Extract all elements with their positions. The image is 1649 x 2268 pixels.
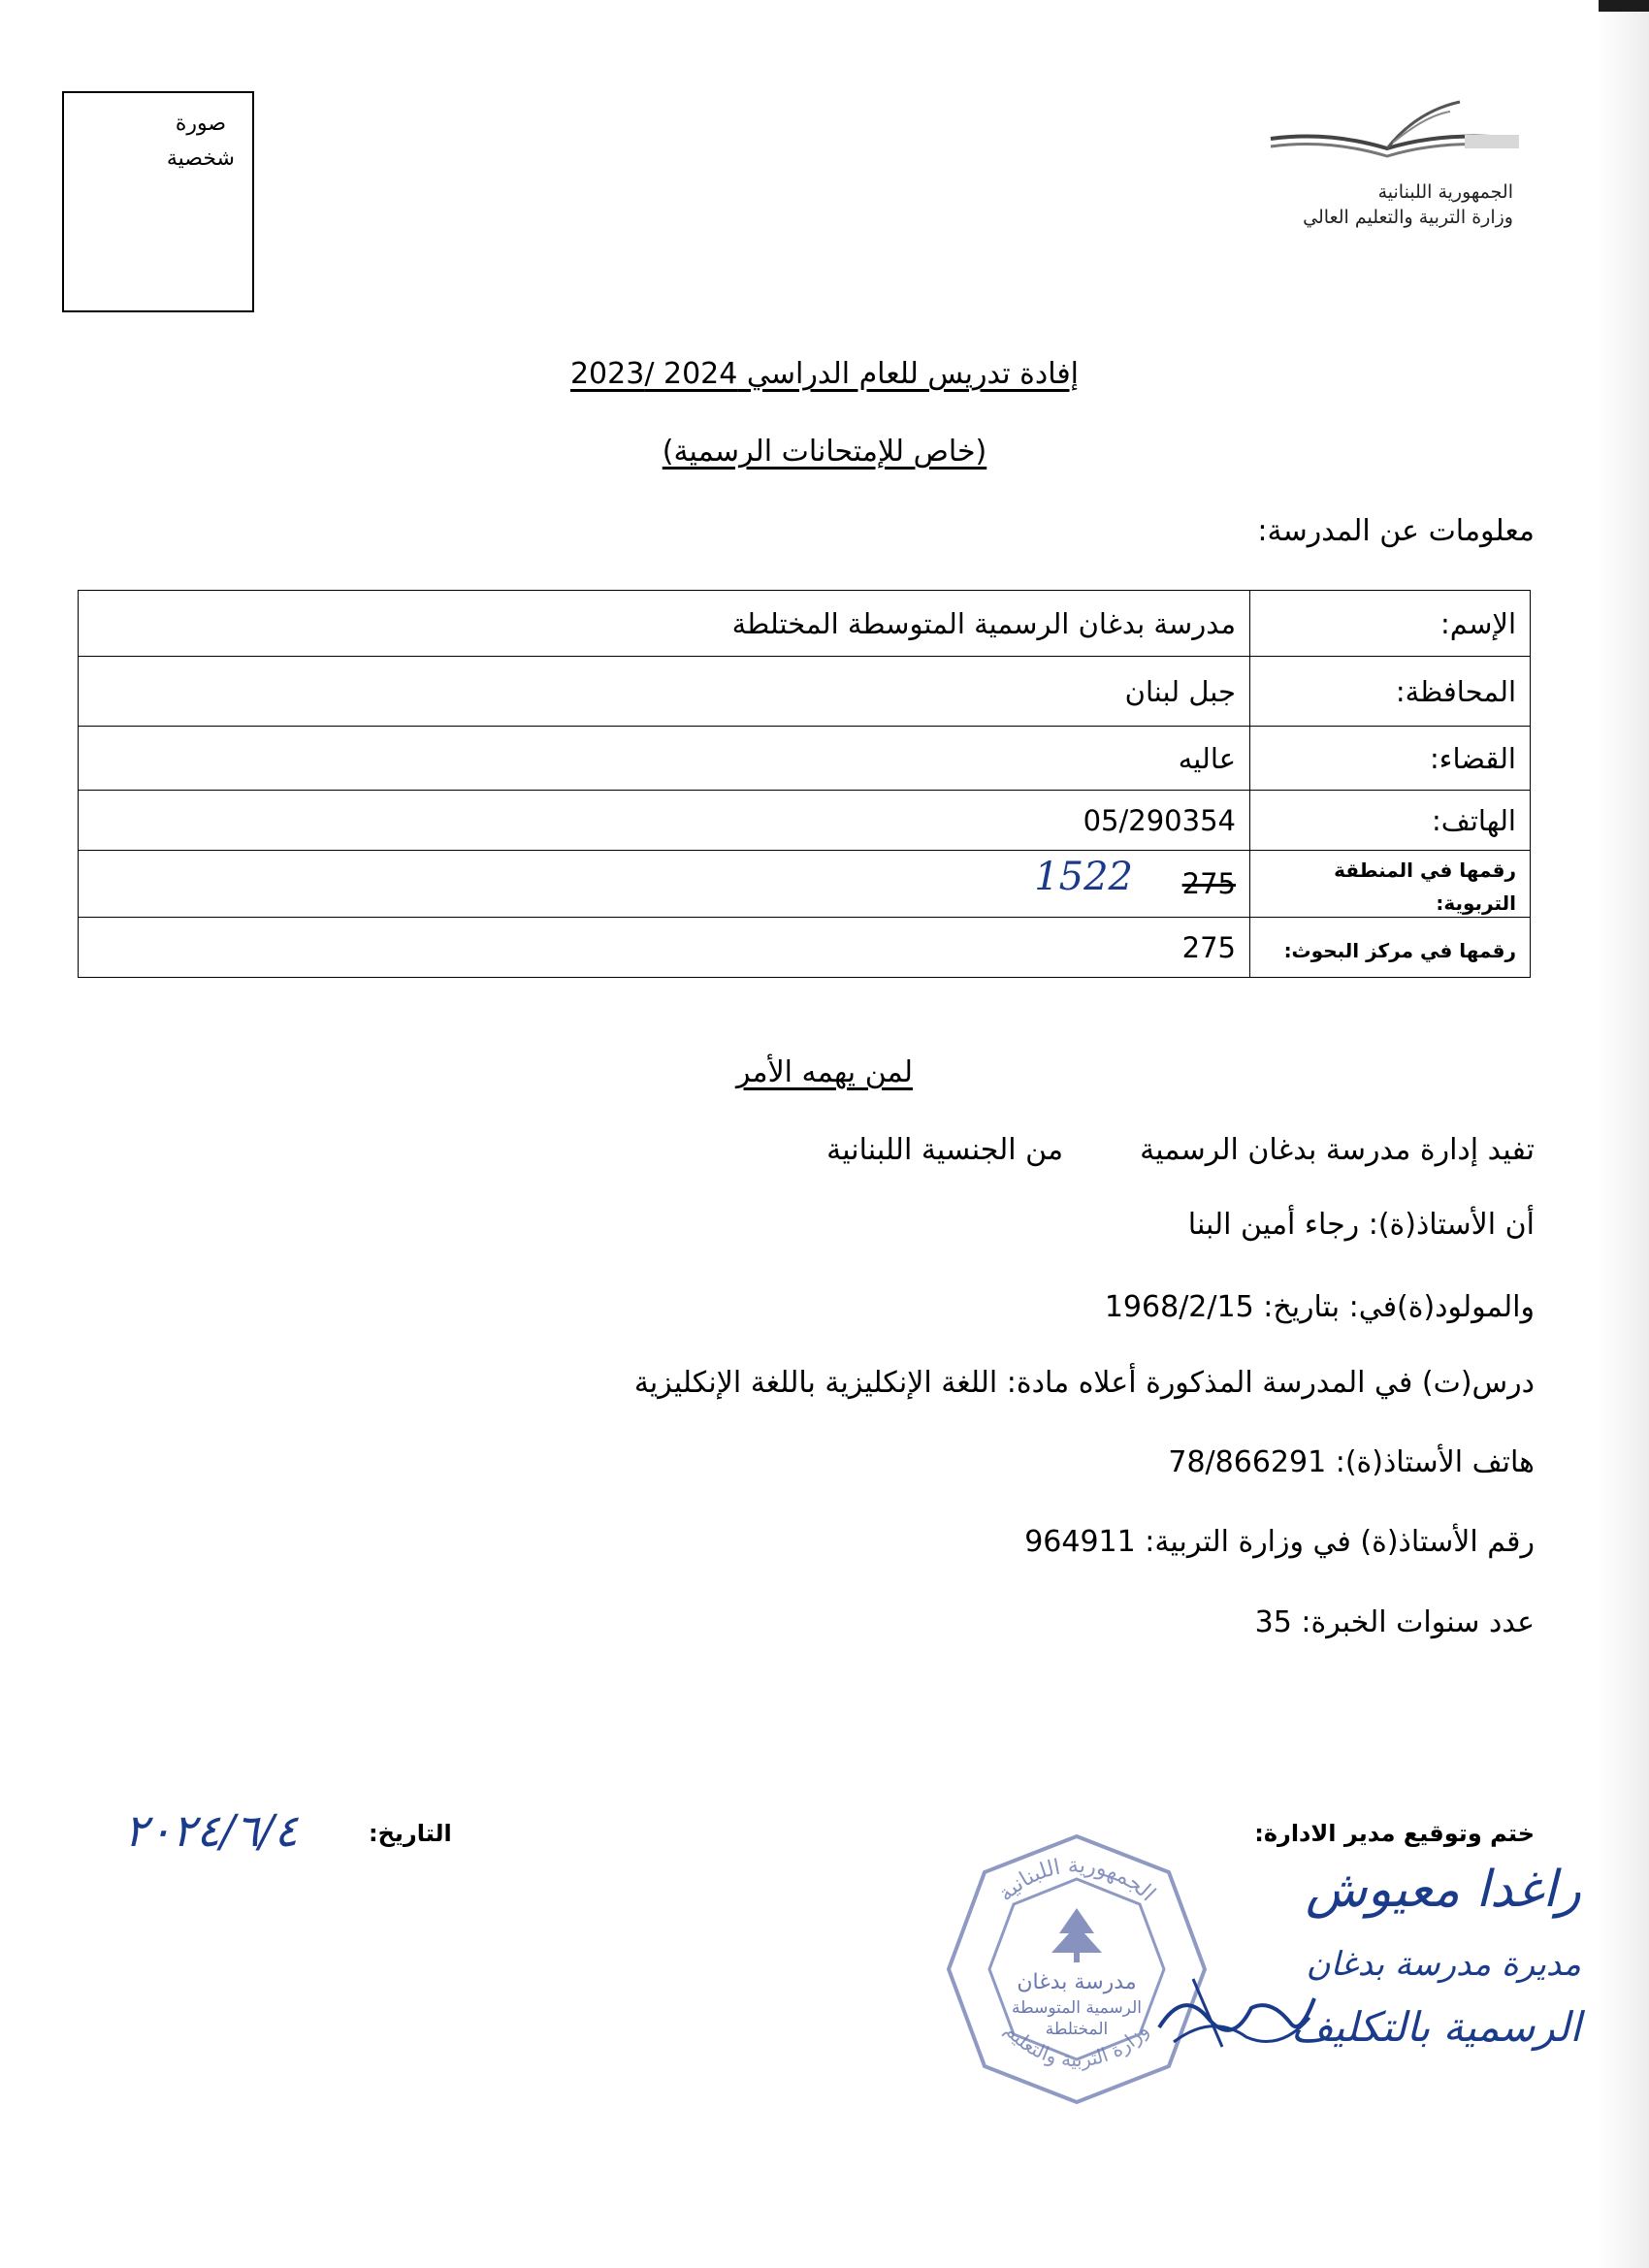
governorate-value: جبل لبنان bbox=[79, 657, 1250, 727]
scan-edge-shadow bbox=[1599, 0, 1649, 2268]
name-label: الإسم: bbox=[1250, 591, 1531, 657]
signature-scribble bbox=[1154, 1969, 1319, 2057]
handwritten-date: ٢٠٢٤/٦/٤ bbox=[124, 1804, 299, 1857]
open-book-icon bbox=[1261, 92, 1523, 170]
stamp-center-line3: المختلطة bbox=[1045, 2020, 1109, 2039]
ministry-number-label: رقم الأستاذ(ة) في وزارة التربية: bbox=[1145, 1525, 1535, 1559]
signature-label: ختم وتوقيع مدير الادارة: bbox=[1254, 1820, 1535, 1847]
research-value: 275 bbox=[79, 918, 1250, 978]
edu-zone-handwritten-value: 1522 bbox=[1034, 855, 1133, 899]
to-whom-heading: لمن يهمه الأمر bbox=[735, 1055, 914, 1089]
school-section-label: معلومات عن المدرسة: bbox=[1257, 514, 1535, 548]
personal-photo-box bbox=[62, 91, 254, 312]
birth-label: والمولود(ة)في: بتاريخ: bbox=[1263, 1290, 1535, 1324]
teacher-phone-value: 78/866291 bbox=[1168, 1445, 1327, 1479]
date-label: التاريخ: bbox=[369, 1820, 452, 1847]
phone-label: الهاتف: bbox=[1250, 791, 1531, 851]
scan-corner-mark bbox=[1599, 0, 1649, 12]
school-info-table bbox=[78, 590, 1531, 978]
certificate-line-1 bbox=[826, 1133, 1535, 1167]
birth-line bbox=[1105, 1290, 1535, 1324]
stamp-center-line1: مدرسة بدغان bbox=[1017, 1970, 1137, 1994]
table-row bbox=[79, 727, 1531, 791]
edu-zone-label: رقمها في المنطقة التربوية: bbox=[1250, 851, 1531, 918]
stamp-bottom-text: وزارة التربية والتعليم bbox=[1000, 2019, 1153, 2072]
handwritten-signature-name: راغدا معيوش bbox=[1306, 1861, 1581, 1919]
table-row bbox=[79, 791, 1531, 851]
phone-value: 05/290354 bbox=[79, 791, 1250, 851]
stamp-center-line2: الرسمية المتوسطة bbox=[1012, 1998, 1142, 2018]
experience-value: 35 bbox=[1254, 1605, 1292, 1639]
table-row bbox=[79, 851, 1531, 918]
district-label: القضاء: bbox=[1250, 727, 1531, 791]
teacher-label: أن الأستاذ(ة): bbox=[1368, 1208, 1535, 1242]
teacher-name: رجاء أمين البنا bbox=[1187, 1208, 1360, 1242]
cedar-tree-icon bbox=[1051, 1908, 1102, 1962]
photo-label-line1: صورة bbox=[175, 112, 227, 136]
republic-text: الجمهورية اللبنانية bbox=[1377, 181, 1513, 203]
subject-line bbox=[634, 1366, 1535, 1400]
edu-zone-struck-value: 275 bbox=[1181, 867, 1236, 900]
birth-date: 1968/2/15 bbox=[1104, 1290, 1254, 1324]
document-title: إفادة تدريس للعام الدراسي 2024 /2023 bbox=[569, 357, 1080, 391]
taught-label: درس(ت) في المدرسة المذكورة أعلاه مادة: bbox=[1006, 1366, 1535, 1400]
experience-line bbox=[1255, 1605, 1535, 1639]
experience-label: عدد سنوات الخبرة: bbox=[1301, 1605, 1535, 1639]
handwritten-signature-title: مديرة مدرسة بدغان bbox=[1306, 1945, 1581, 1984]
language-value: باللغة الإنكليزية bbox=[633, 1366, 816, 1400]
photo-label-line2: شخصية bbox=[166, 146, 235, 171]
stamp-top-text: الجمهورية اللبنانية bbox=[993, 1853, 1160, 1907]
subject-value: اللغة الإنكليزية bbox=[824, 1366, 998, 1400]
school-admin-text: تفيد إدارة مدرسة بدغان الرسمية bbox=[1140, 1133, 1535, 1167]
document-subtitle: (خاص للإمتحانات الرسمية) bbox=[662, 435, 987, 469]
teacher-phone-line bbox=[1168, 1445, 1535, 1479]
edu-zone-value bbox=[79, 851, 1250, 918]
ministry-text: وزارة التربية والتعليم العالي bbox=[1303, 207, 1513, 228]
district-value: عاليه bbox=[79, 727, 1250, 791]
research-label: رقمها في مركز البحوث: bbox=[1250, 918, 1531, 978]
teacher-line bbox=[1188, 1208, 1535, 1242]
table-row bbox=[79, 918, 1531, 978]
photo-box-label bbox=[167, 107, 235, 177]
governorate-label: المحافظة: bbox=[1250, 657, 1531, 727]
nationality-text: من الجنسية اللبنانية bbox=[826, 1133, 1064, 1167]
table-row bbox=[79, 657, 1531, 727]
table-row bbox=[79, 591, 1531, 657]
handwritten-signature-role: الرسمية بالتكليف bbox=[1291, 2003, 1581, 2051]
ministry-number-line bbox=[1024, 1525, 1535, 1559]
teacher-phone-label: هاتف الأستاذ(ة): bbox=[1335, 1445, 1535, 1479]
name-value: مدرسة بدغان الرسمية المتوسطة المختلطة bbox=[79, 591, 1250, 657]
ministry-number-value: 964911 bbox=[1024, 1525, 1136, 1559]
ministry-logo bbox=[1261, 92, 1523, 247]
